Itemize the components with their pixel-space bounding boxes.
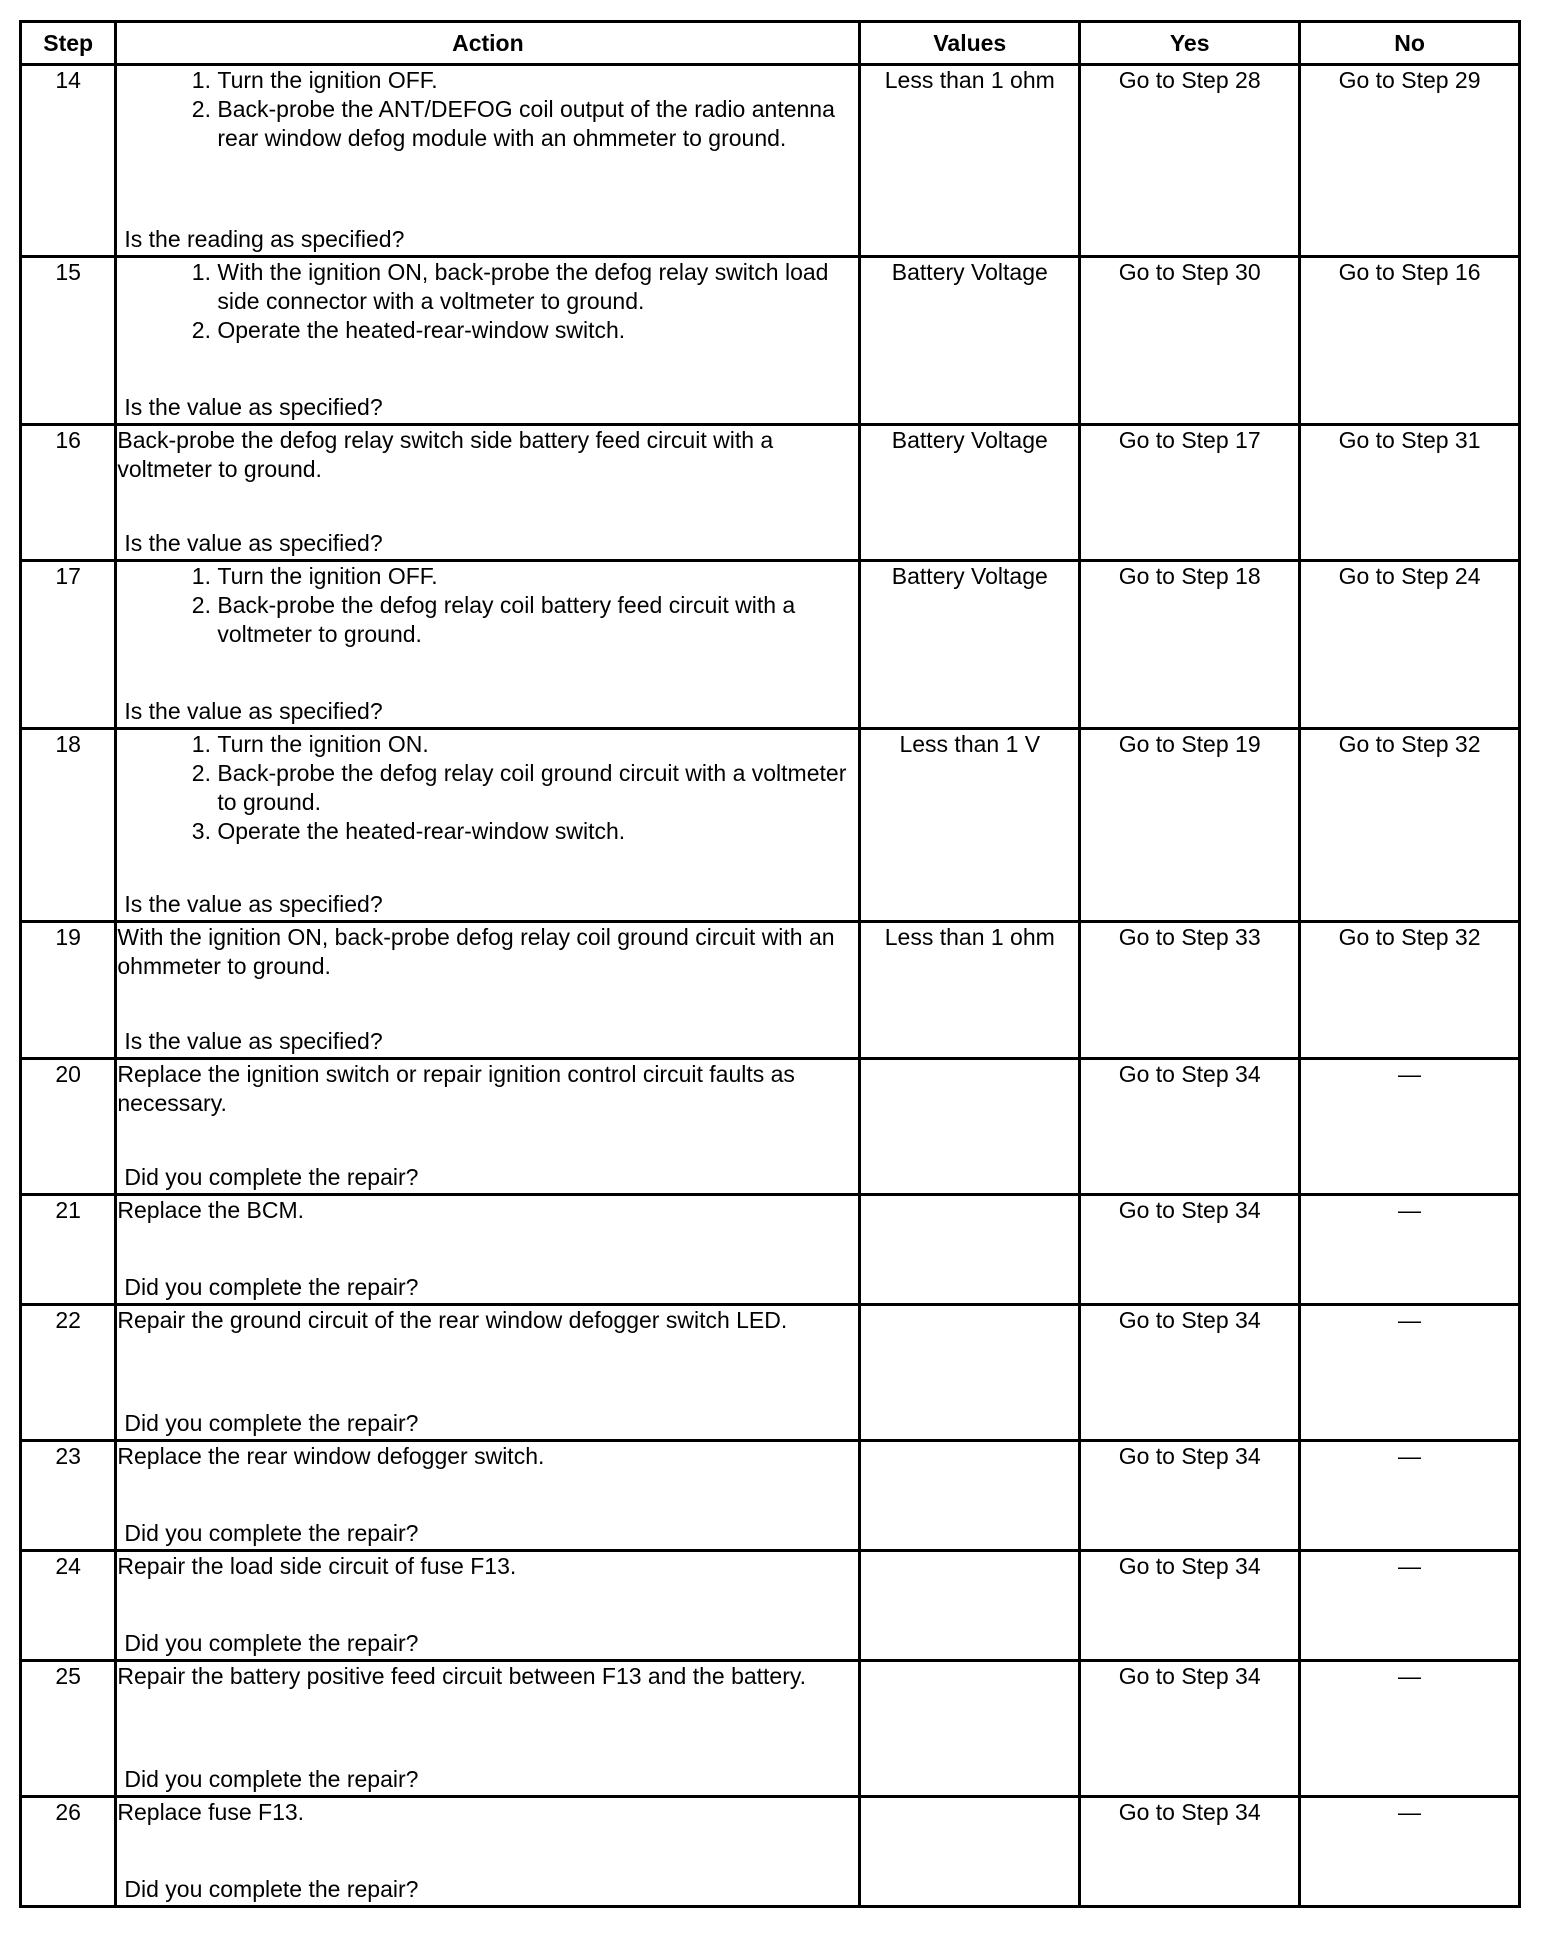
table-row: [21, 1305, 1520, 1441]
action-question: Did you complete the repair?: [124, 1164, 419, 1190]
action-instruction: Replace the ignition switch or repair ignition control circuit faults as necessary.: [117, 1061, 795, 1116]
no-cell: Go to Step 29: [1300, 65, 1520, 257]
action-cell: [116, 65, 860, 257]
table-row: [21, 1195, 1520, 1305]
table-row: [21, 1441, 1520, 1551]
table-row: [21, 1797, 1520, 1907]
yes-cell: Go to Step 34: [1080, 1551, 1300, 1661]
header-values: Values: [860, 22, 1080, 65]
values-cell: Less than 1 V: [860, 729, 1080, 922]
action-step-item: 2. Back-probe the defog relay coil ground circuit with a voltmeter to ground.: [217, 759, 858, 817]
no-cell: Go to Step 16: [1300, 257, 1520, 425]
action-cell: [116, 922, 860, 1059]
no-cell: Go to Step 32: [1300, 729, 1520, 922]
table-row: [21, 1661, 1520, 1797]
action-steps-list: [117, 258, 858, 345]
action-steps-list: [117, 730, 858, 846]
values-cell: [860, 1661, 1080, 1797]
values-cell: Battery Voltage: [860, 425, 1080, 561]
yes-cell: Go to Step 34: [1080, 1661, 1300, 1797]
action-question: Is the reading as specified?: [124, 226, 405, 252]
action-question: Did you complete the repair?: [124, 1876, 419, 1902]
no-cell: Go to Step 31: [1300, 425, 1520, 561]
header-no: No: [1300, 22, 1520, 65]
no-cell: —: [1300, 1661, 1520, 1797]
action-cell: [116, 425, 860, 561]
action-instruction: Back-probe the defog relay switch side battery feed circuit with a voltmeter to ground.: [117, 427, 774, 482]
action-step-item: 1. Turn the ignition OFF.: [217, 66, 858, 95]
action-cell: [116, 1661, 860, 1797]
header-yes: Yes: [1080, 22, 1300, 65]
action-question: Is the value as specified?: [124, 698, 383, 724]
action-question: Did you complete the repair?: [124, 1410, 419, 1436]
action-step-item: 2. Back-probe the defog relay coil battery feed circuit with a voltmeter to ground.: [217, 591, 858, 649]
step-number: 15: [21, 257, 116, 425]
yes-cell: Go to Step 17: [1080, 425, 1300, 561]
step-number: 25: [21, 1661, 116, 1797]
no-cell: —: [1300, 1305, 1520, 1441]
table-body: [21, 65, 1520, 1907]
table-row: [21, 425, 1520, 561]
action-instruction: Replace the BCM.: [117, 1197, 305, 1223]
action-cell: [116, 1797, 860, 1907]
values-cell: [860, 1059, 1080, 1195]
no-cell: —: [1300, 1195, 1520, 1305]
no-cell: —: [1300, 1059, 1520, 1195]
yes-cell: Go to Step 34: [1080, 1441, 1300, 1551]
action-step-item: 1. Turn the ignition OFF.: [217, 562, 858, 591]
step-number: 26: [21, 1797, 116, 1907]
step-number: 21: [21, 1195, 116, 1305]
action-instruction: Repair the battery positive feed circuit between F13 and the battery.: [117, 1663, 807, 1689]
values-cell: Less than 1 ohm: [860, 922, 1080, 1059]
values-cell: Battery Voltage: [860, 257, 1080, 425]
diagnostic-table: [19, 20, 1521, 1908]
action-question: Did you complete the repair?: [124, 1274, 419, 1300]
header-row: [21, 22, 1520, 65]
step-number: 14: [21, 65, 116, 257]
action-instruction: Repair the ground circuit of the rear window defogger switch LED.: [117, 1307, 788, 1333]
step-number: 17: [21, 561, 116, 729]
yes-cell: Go to Step 34: [1080, 1305, 1300, 1441]
action-step-item: 2. Back-probe the ANT/DEFOG coil output of the radio antenna rear window defog module with an ohmmeter to ground.: [217, 95, 858, 153]
step-number: 22: [21, 1305, 116, 1441]
action-instruction: Replace the rear window defogger switch.: [117, 1443, 545, 1469]
step-number: 16: [21, 425, 116, 561]
values-cell: [860, 1305, 1080, 1441]
action-question: Did you complete the repair?: [124, 1766, 419, 1792]
yes-cell: Go to Step 34: [1080, 1059, 1300, 1195]
header-action: Action: [116, 22, 860, 65]
table-row: [21, 257, 1520, 425]
action-question: Did you complete the repair?: [124, 1520, 419, 1546]
values-cell: [860, 1441, 1080, 1551]
table-row: [21, 561, 1520, 729]
yes-cell: Go to Step 28: [1080, 65, 1300, 257]
table-row: [21, 65, 1520, 257]
action-question: Did you complete the repair?: [124, 1630, 419, 1656]
table-row: [21, 922, 1520, 1059]
table-row: [21, 1059, 1520, 1195]
yes-cell: Go to Step 19: [1080, 729, 1300, 922]
yes-cell: Go to Step 33: [1080, 922, 1300, 1059]
action-question: Is the value as specified?: [124, 394, 383, 420]
no-cell: —: [1300, 1551, 1520, 1661]
table-row: [21, 729, 1520, 922]
action-steps-list: [117, 562, 858, 649]
yes-cell: Go to Step 34: [1080, 1797, 1300, 1907]
action-question: Is the value as specified?: [124, 891, 383, 917]
no-cell: —: [1300, 1797, 1520, 1907]
action-cell: [116, 1551, 860, 1661]
action-step-item: 1. With the ignition ON, back-probe the defog relay switch load side connector with a voltmeter to ground.: [217, 258, 858, 316]
step-number: 24: [21, 1551, 116, 1661]
table-row: [21, 1551, 1520, 1661]
step-number: 20: [21, 1059, 116, 1195]
action-cell: [116, 257, 860, 425]
values-cell: [860, 1551, 1080, 1661]
action-cell: [116, 561, 860, 729]
yes-cell: Go to Step 34: [1080, 1195, 1300, 1305]
action-step-item: 2. Operate the heated-rear-window switch.: [217, 316, 858, 345]
action-question: Is the value as specified?: [124, 1028, 383, 1054]
values-cell: [860, 1797, 1080, 1907]
action-instruction: Replace fuse F13.: [117, 1799, 305, 1825]
action-steps-list: [117, 66, 858, 153]
no-cell: Go to Step 32: [1300, 922, 1520, 1059]
yes-cell: Go to Step 30: [1080, 257, 1300, 425]
action-cell: [116, 1195, 860, 1305]
yes-cell: Go to Step 18: [1080, 561, 1300, 729]
step-number: 18: [21, 729, 116, 922]
no-cell: —: [1300, 1441, 1520, 1551]
action-cell: [116, 1305, 860, 1441]
action-instruction: Repair the load side circuit of fuse F13.: [117, 1553, 517, 1579]
step-number: 23: [21, 1441, 116, 1551]
action-cell: [116, 729, 860, 922]
action-cell: [116, 1441, 860, 1551]
values-cell: [860, 1195, 1080, 1305]
action-step-item: 1. Turn the ignition ON.: [217, 730, 858, 759]
action-cell: [116, 1059, 860, 1195]
action-instruction: With the ignition ON, back-probe defog relay coil ground circuit with an ohmmeter to ground.: [117, 924, 835, 979]
values-cell: Battery Voltage: [860, 561, 1080, 729]
step-number: 19: [21, 922, 116, 1059]
action-step-item: 3. Operate the heated-rear-window switch.: [217, 817, 858, 846]
values-cell: Less than 1 ohm: [860, 65, 1080, 257]
action-question: Is the value as specified?: [124, 530, 383, 556]
header-step: Step: [21, 22, 116, 65]
no-cell: Go to Step 24: [1300, 561, 1520, 729]
